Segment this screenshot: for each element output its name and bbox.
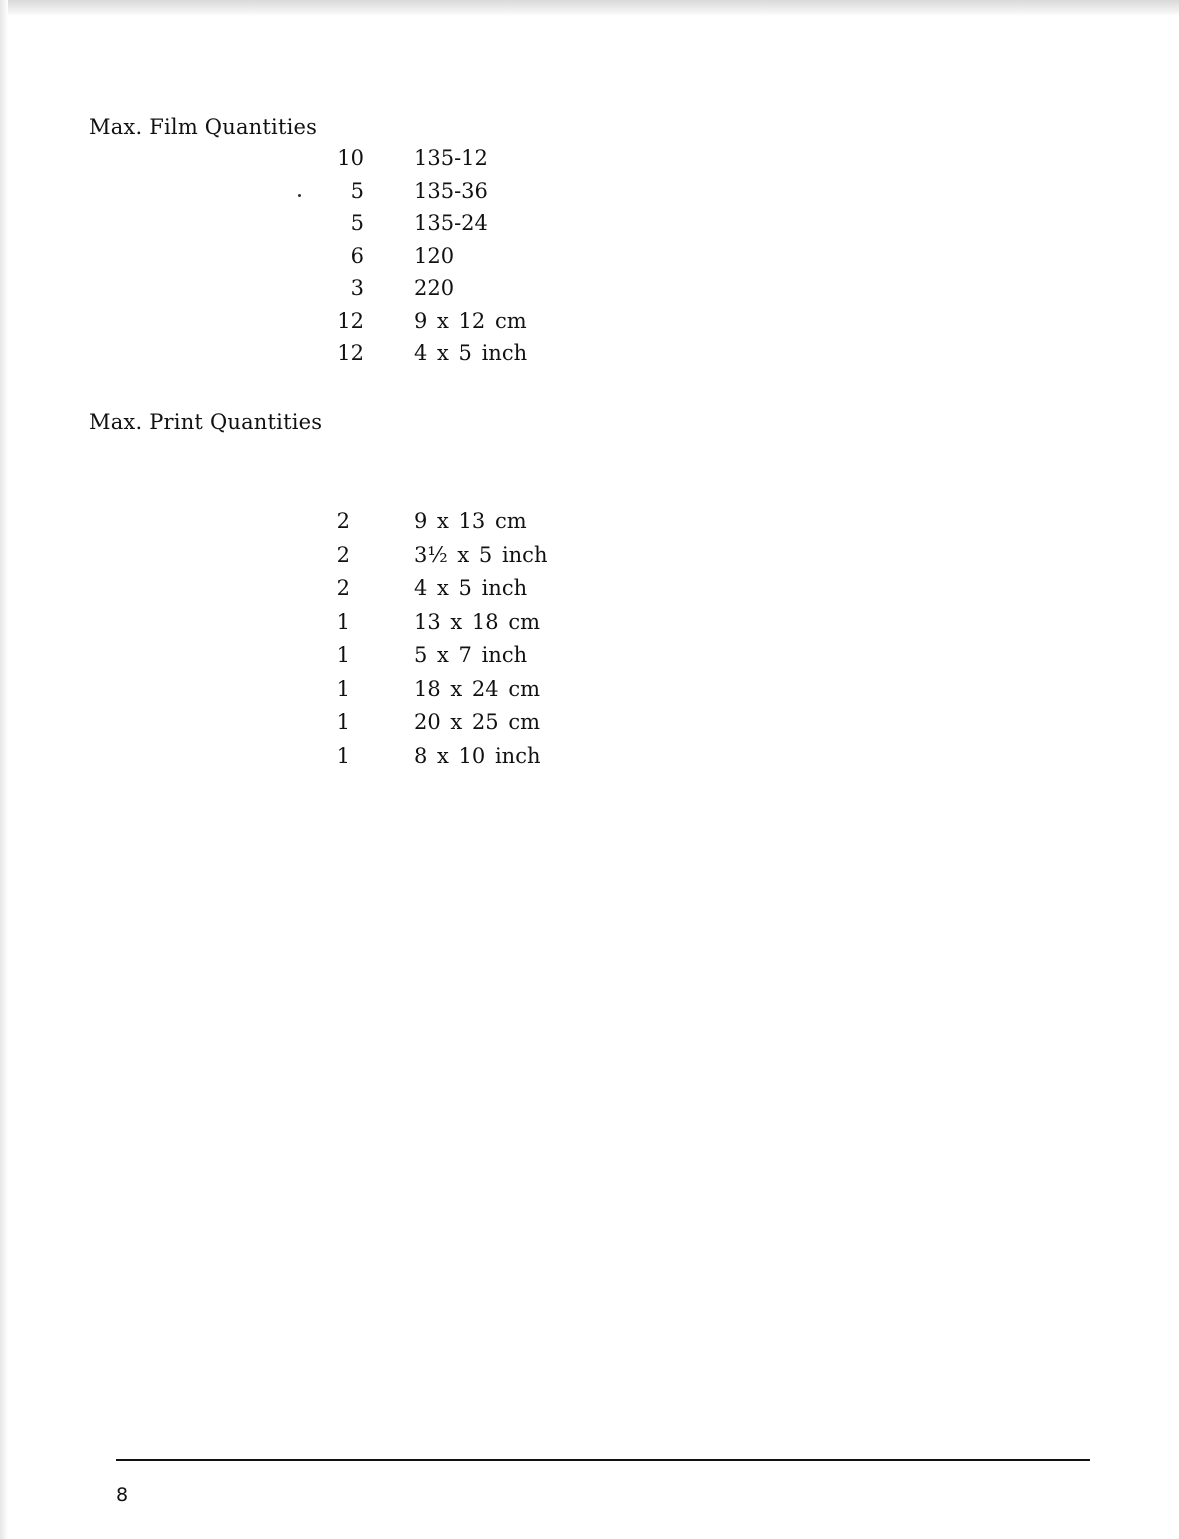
print-size: 9 x 13 cm [414, 509, 527, 533]
table-row [300, 639, 547, 673]
print-quantities-table [300, 505, 547, 773]
table-row [300, 740, 547, 774]
film-size: 9 x 12 cm [414, 308, 527, 333]
print-size: 3½ x 5 inch [414, 542, 548, 567]
table-row [300, 207, 527, 240]
film-size: 220 [414, 276, 455, 300]
print-qty: 1 [336, 710, 350, 734]
table-row [300, 305, 527, 338]
print-size: 4 x 5 inch [414, 576, 528, 600]
film-quantities-table [300, 142, 527, 370]
film-size: 120 [414, 243, 455, 268]
print-qty: 1 [336, 643, 350, 667]
table-row [300, 673, 547, 707]
film-size: 135-12 [414, 146, 488, 170]
print-size: 18 x 24 cm [414, 676, 540, 701]
print-size: 20 x 25 cm [414, 710, 540, 734]
print-qty: 1 [336, 676, 350, 701]
table-row [300, 706, 547, 740]
print-qty: 1 [336, 743, 350, 768]
film-size: 135-24 [414, 211, 488, 235]
table-row [300, 606, 547, 640]
table-row [300, 572, 547, 606]
table-row [300, 337, 527, 370]
print-size: 8 x 10 inch [414, 743, 541, 768]
film-qty: 6 [350, 243, 364, 268]
film-qty: 10 [337, 146, 364, 170]
print-qty: 2 [336, 576, 350, 600]
scan-shadow-left [0, 0, 8, 1539]
film-qty: 5 [350, 211, 364, 235]
footer-divider [116, 1459, 1090, 1461]
print-qty: 1 [336, 609, 350, 634]
film-qty: 12 [337, 341, 364, 365]
table-row [300, 142, 527, 175]
film-qty: 5 [350, 178, 364, 203]
table-row [300, 505, 547, 539]
table-row [300, 175, 527, 208]
print-size: 13 x 18 cm [414, 609, 540, 634]
print-quantities-heading: Max. Print Quantities [89, 410, 323, 434]
scan-shadow-top [0, 0, 1179, 16]
film-size: 135-36 [414, 178, 488, 203]
page-number: 8 [116, 1484, 129, 1506]
film-quantities-heading: Max. Film Quantities [89, 115, 318, 139]
print-qty: 2 [336, 542, 350, 567]
film-size: 4 x 5 inch [414, 341, 528, 365]
table-row [300, 539, 547, 573]
table-row [300, 240, 527, 273]
table-row [300, 272, 527, 305]
print-qty: 2 [336, 509, 350, 533]
film-qty: 3 [350, 276, 364, 300]
film-qty: 12 [337, 308, 364, 333]
print-size: 5 x 7 inch [414, 643, 528, 667]
